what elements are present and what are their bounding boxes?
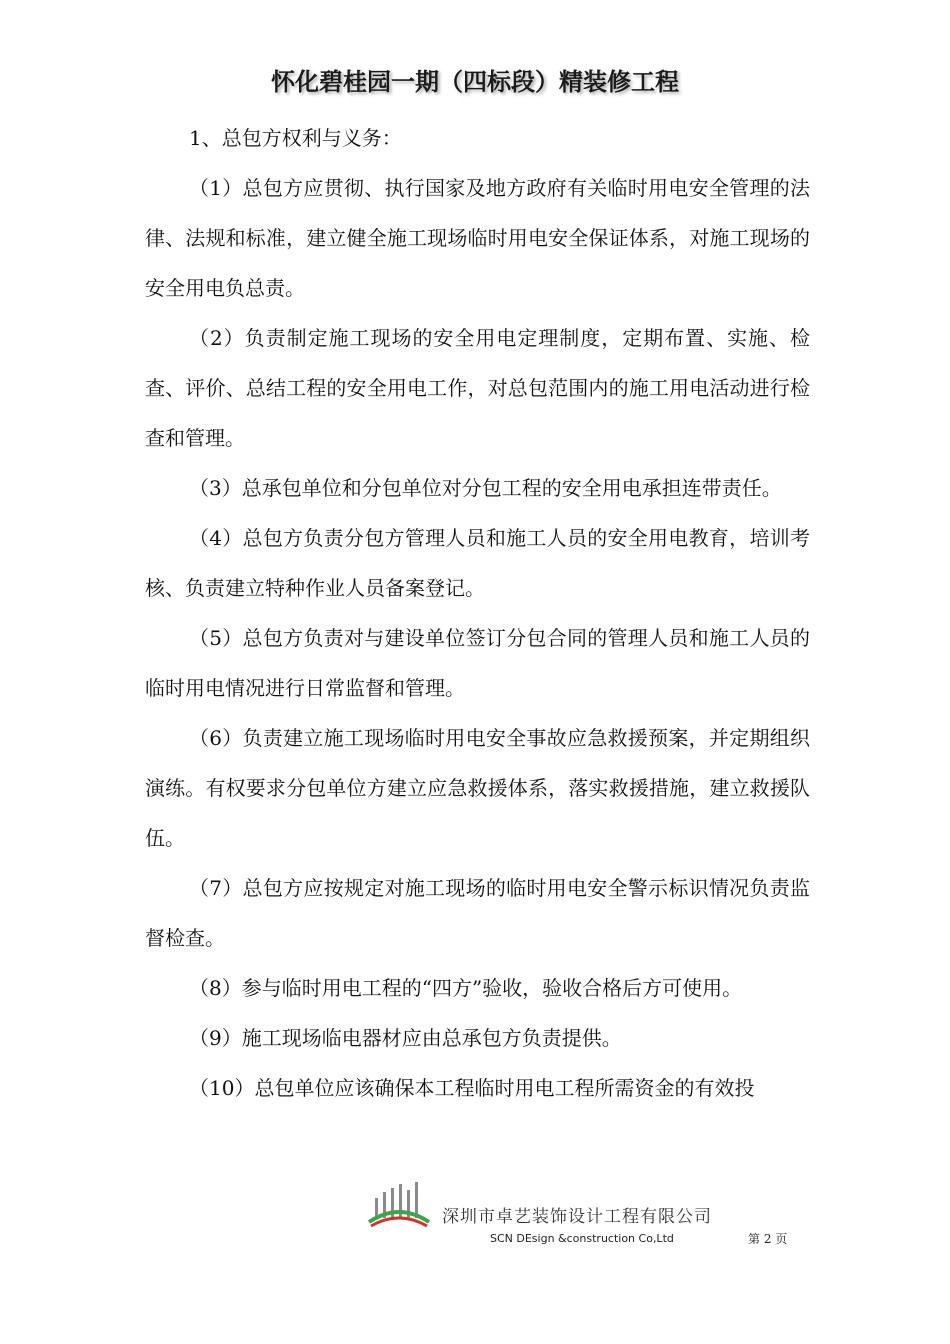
- paragraph-1: （1）总包方应贯彻、执行国家及地方政府有关临时用电安全管理的法律、法规和标准，建立健全施工现场临时用电安全保证体系，对施工现场的安全用电负总责。: [145, 176, 810, 300]
- company-english-name: SCN DEsign &construction Co,Ltd: [490, 1232, 674, 1245]
- page-header: [0, 62, 950, 97]
- paragraph-4: （4）总包方负责分包方管理人员和施工人员的安全用电教育，培训考核、负责建立特种作业人员备案登记。: [145, 526, 810, 600]
- paragraph-5: （5）总包方负责对与建设单位签订分包合同的管理人员和施工人员的临时用电情况进行日常监督和管理。: [145, 626, 810, 700]
- company-logo-icon: [365, 1180, 433, 1228]
- paragraph-7: （7）总包方应按规定对施工现场的临时用电安全警示标识情况负责监督检查。: [145, 876, 810, 950]
- paragraph-2: （2）负责制定施工现场的安全用电定理制度，定期布置、实施、检查、评价、总结工程的安全用电工作，对总包范围内的施工用电活动进行检查和管理。: [145, 326, 810, 450]
- document-body: [145, 113, 810, 1113]
- paragraph-10: （10）总包单位应该确保本工程临时用电工程所需资金的有效投: [189, 1076, 755, 1100]
- page-number: 第 2 页: [748, 1232, 788, 1246]
- paragraph-8: （8）参与临时用电工程的“四方”验收，验收合格后方可使用。: [189, 976, 743, 1000]
- section-heading: 1、总包方权利与义务：: [189, 126, 402, 150]
- page-footer: [0, 1170, 950, 1270]
- company-name: 深圳市卓艺装饰设计工程有限公司: [442, 1207, 712, 1227]
- paragraph-3: （3）总承包单位和分包单位对分包工程的安全用电承担连带责任。: [189, 476, 782, 500]
- paragraph-6: （6）负责建立施工现场临时用电安全事故应急救援预案，并定期组织演练。有权要求分包单位方建立应急救援体系，落实救援措施，建立救援队伍。: [145, 726, 810, 850]
- document-title: 怀化碧桂园一期（四标段）精装修工程: [271, 68, 679, 96]
- paragraph-9: （9）施工现场临电器材应由总承包方负责提供。: [189, 1026, 622, 1050]
